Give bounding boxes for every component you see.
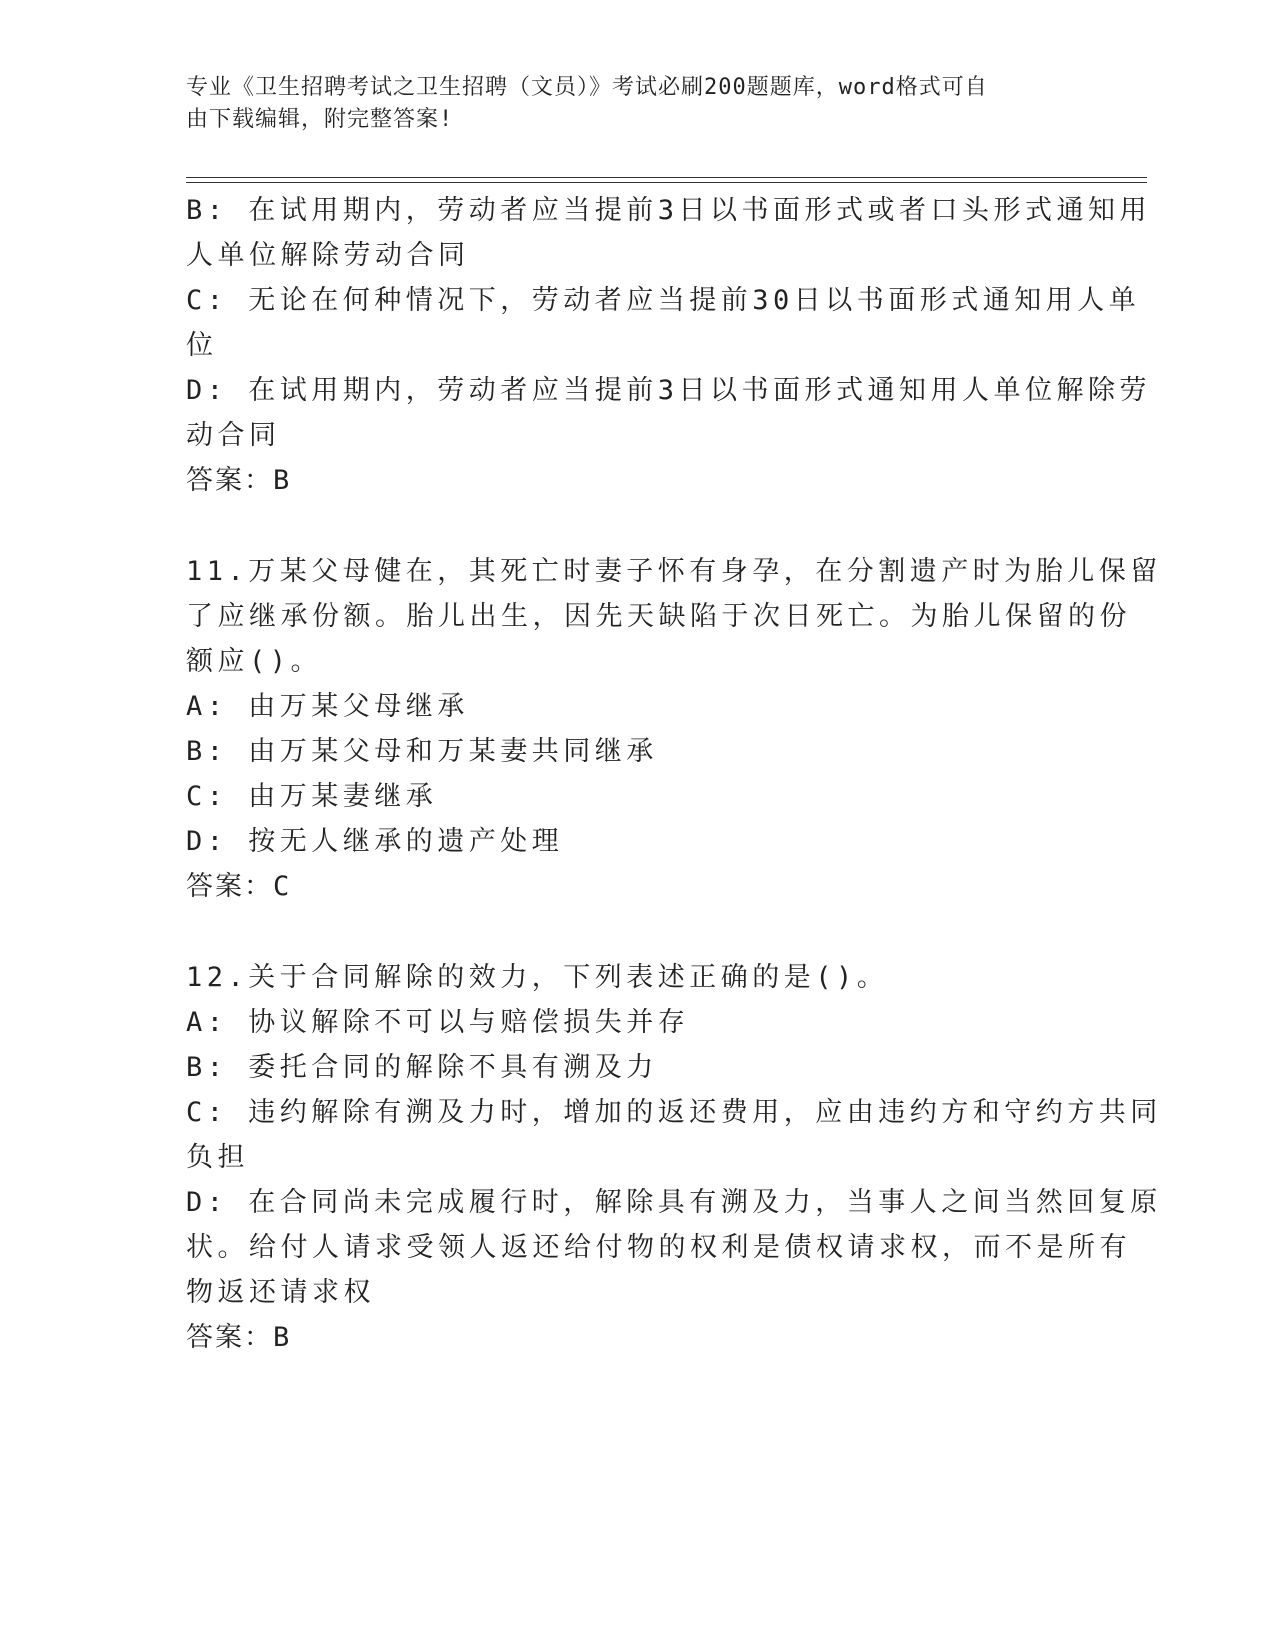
question-11-block (186, 549, 1162, 909)
page-header (186, 72, 1066, 136)
q12-option-c-line-2: 负担 (186, 1142, 249, 1173)
header-line-1: 专业《卫生招聘考试之卫生招聘（文员）》考试必刷200题题库，word格式可自 (186, 75, 988, 100)
q10-answer: 答案：B (186, 465, 292, 496)
q11-option-a: A: 由万某父母继承 (186, 691, 469, 722)
q11-stem-line-2: 了应继承份额。胎儿出生，因先天缺陷于次日死亡。为胎儿保留的份 (186, 601, 1131, 632)
q10-option-b-line-2: 人单位解除劳动合同 (186, 240, 470, 271)
spacer (186, 909, 1086, 955)
q12-option-d-line-2: 状。给付人请求受领人返还给付物的权利是债权请求权，而不是所有 (186, 1232, 1131, 1263)
q11-answer: 答案：C (186, 871, 292, 902)
spacer (186, 503, 1086, 549)
q10-option-d-line-1: D: 在试用期内，劳动者应当提前3日以书面形式通知用人单位解除劳 (186, 375, 1152, 406)
q11-stem-line-3: 额应()。 (186, 646, 323, 677)
q12-stem: 12.关于合同解除的效力，下列表述正确的是()。 (186, 962, 889, 993)
q11-option-b: B: 由万某父母和万某妻共同继承 (186, 736, 658, 767)
q12-option-d-line-3: 物返还请求权 (186, 1277, 375, 1308)
header-line-2: 由下载编辑，附完整答案! (186, 107, 454, 132)
header-divider-bottom (186, 182, 1147, 183)
q12-option-d-line-1: D: 在合同尚未完成履行时，解除具有溯及力，当事人之间当然回复原 (186, 1187, 1162, 1218)
q11-stem-line-1: 11.万某父母健在，其死亡时妻子怀有身孕，在分割遗产时为胎儿保留 (186, 556, 1162, 587)
q12-option-c-line-1: C: 违约解除有溯及力时，增加的返还费用，应由违约方和守约方共同 (186, 1097, 1162, 1128)
q10-option-b-line-1: B: 在试用期内，劳动者应当提前3日以书面形式或者口头形式通知用 (186, 195, 1152, 226)
document-body (186, 188, 1162, 1360)
q10-option-c-line-2: 位 (186, 330, 218, 361)
q11-option-c: C: 由万某妻继承 (186, 781, 438, 812)
question-10-block (186, 188, 1152, 503)
q12-answer: 答案：B (186, 1322, 292, 1353)
q11-option-d: D: 按无人继承的遗产处理 (186, 826, 564, 857)
question-12-block (186, 955, 1162, 1360)
q12-option-b: B: 委托合同的解除不具有溯及力 (186, 1052, 658, 1083)
q12-option-a: A: 协议解除不可以与赔偿损失并存 (186, 1007, 690, 1038)
header-divider-top (186, 177, 1147, 178)
q10-option-c-line-1: C: 无论在何种情况下，劳动者应当提前30日以书面形式通知用人单 (186, 285, 1141, 316)
q10-option-d-line-2: 动合同 (186, 420, 281, 451)
